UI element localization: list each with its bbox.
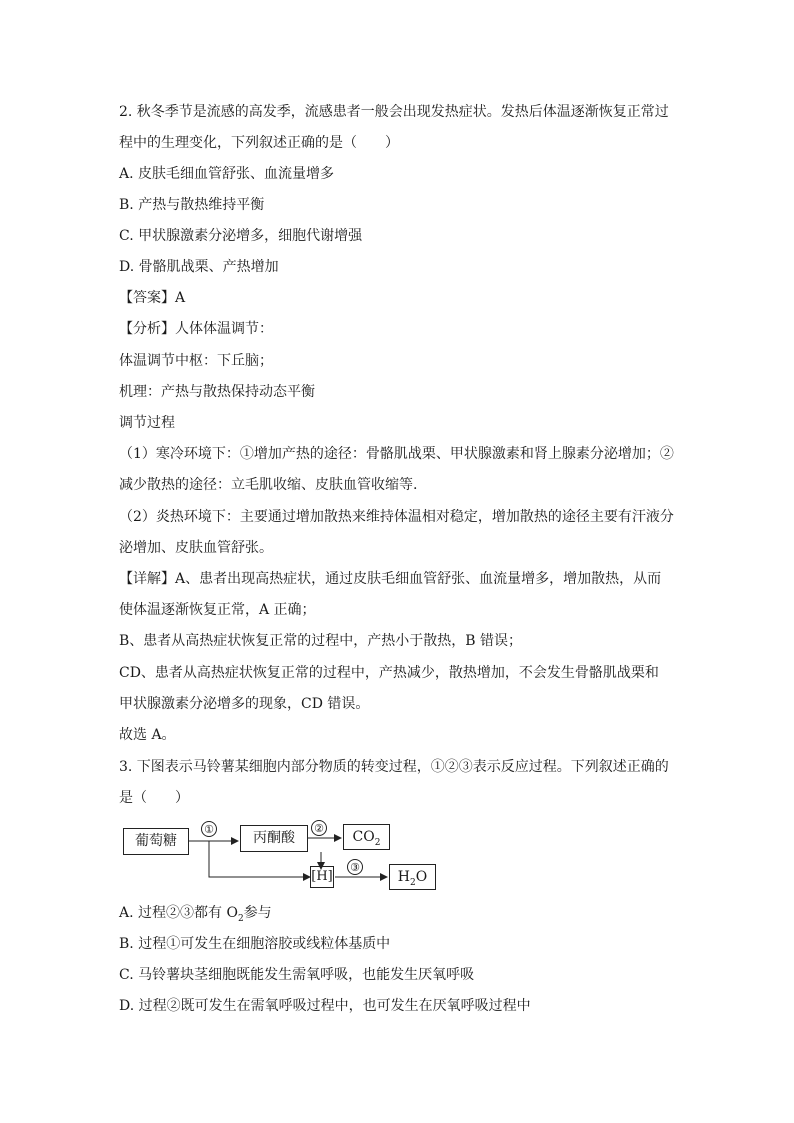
co2-box	[343, 824, 390, 850]
h2o-subscript: 2	[410, 877, 416, 888]
q2-analysis-line: 泌增加、皮肤血管舒张。	[119, 540, 273, 556]
q2-stem-line1: 2. 秋冬季节是流感的高发季，流感患者一般会出现发热症状。发热后体温逐渐恢复正常过	[119, 104, 669, 120]
h2o-box	[389, 864, 436, 890]
q2-option-b: B. 产热与散热维持平衡	[119, 197, 265, 213]
step-3-marker: ③	[347, 859, 363, 875]
q3-stem-line1: 3. 下图表示马铃薯某细胞内部分物质的转变过程，①②③表示反应过程。下列叙述正确的	[119, 759, 669, 775]
q2-analysis-line: （2）炎热环境下：主要通过增加散热来维持体温相对稳定，增加散热的途径主要有汗液分	[119, 509, 674, 525]
q2-analysis-line: 调节过程	[119, 415, 175, 431]
q2-analysis-line: （1）寒冷环境下：①增加产热的途径：骨骼肌战栗、甲状腺激素和肾上腺素分泌增加；②	[119, 446, 674, 462]
q2-option-a: A. 皮肤毛细血管舒张、血流量增多	[119, 166, 335, 182]
pyruvate-box: 丙酮酸	[240, 825, 308, 852]
q3-stem-line2: 是（ ）	[119, 790, 189, 806]
q2-detail-line: 甲状腺激素分泌增多的现象，CD 错误。	[119, 696, 370, 712]
co2-subscript: 2	[374, 837, 381, 848]
q2-stem-line2: 程中的生理变化，下列叙述正确的是（ ）	[119, 135, 399, 151]
step-2-marker: ②	[311, 820, 327, 836]
q2-option-c: C. 甲状腺激素分泌增多，细胞代谢增强	[119, 228, 363, 244]
q3-option-a-post: 参与	[243, 905, 272, 921]
q3-option-b: B. 过程①可发生在细胞溶胶或线粒体基质中	[119, 936, 391, 952]
step-1-marker: ①	[201, 821, 217, 837]
q3-option-a-pre: A. 过程②③都有 O	[119, 905, 238, 921]
q2-analysis-line: 机理：产热与散热保持动态平衡	[119, 384, 315, 400]
q2-detail-line: CD、患者从高热症状恢复正常的过程中，产热减少，散热增加，不会发生骨骼肌战栗和	[119, 665, 659, 681]
q2-detail-line: 使体温逐渐恢复正常，A 正确；	[119, 602, 316, 618]
h-box: [H]	[310, 866, 334, 888]
q2-answer: 【答案】A	[119, 290, 186, 306]
q2-detail-line: B、患者从高热症状恢复正常的过程中，产热小于散热，B 错误；	[119, 633, 523, 649]
q3-option-a	[119, 903, 272, 929]
q2-detail-line: 【详解】A、患者出现高热症状，通过皮肤毛细血管舒张、血流量增多，增加散热，从而	[119, 571, 662, 587]
q3-option-c: C. 马铃薯块茎细胞既能发生需氧呼吸，也能发生厌氧呼吸	[119, 967, 475, 983]
h2o-label-h: H	[397, 869, 410, 885]
q2-option-d: D. 骨骼肌战栗、产热增加	[119, 259, 279, 275]
glucose-box: 葡萄糖	[123, 828, 189, 855]
q2-analysis-line: 【分析】人体体温调节：	[119, 321, 273, 337]
co2-label: CO	[352, 829, 375, 845]
q2-analysis-line: 体温调节中枢：下丘脑；	[119, 353, 273, 369]
q2-detail-line: 故选 A。	[119, 727, 176, 743]
q3-option-a-sub: 2	[237, 913, 244, 924]
q3-option-d: D. 过程②既可发生在需氧呼吸过程中，也可发生在厌氧呼吸过程中	[119, 998, 531, 1014]
h2o-label-o: O	[415, 869, 428, 885]
q2-analysis-line: 减少散热的途径：立毛肌收缩、皮肤血管收缩等.	[119, 477, 418, 493]
